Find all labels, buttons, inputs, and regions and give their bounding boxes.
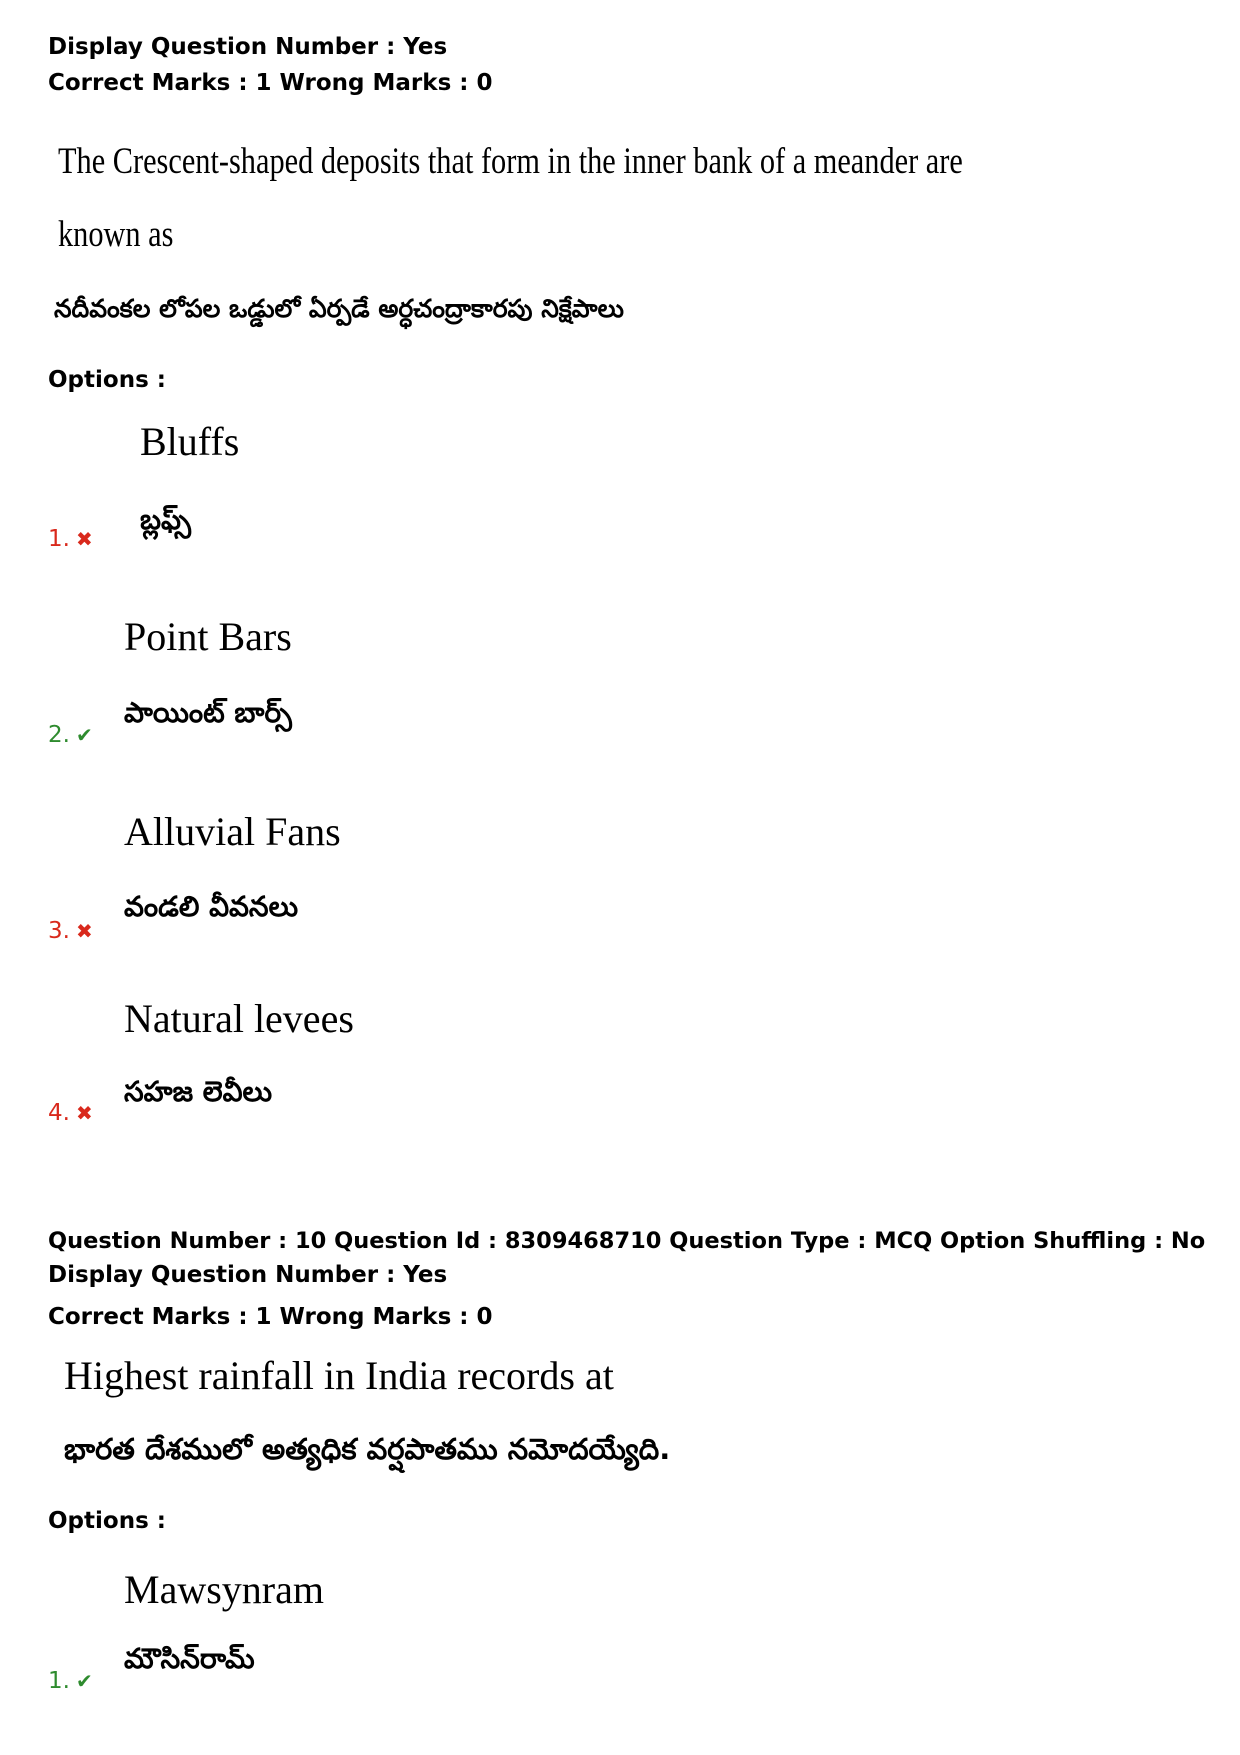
option-2-text-en: Point Bars <box>124 614 292 659</box>
options-label: Options : <box>48 1508 166 1534</box>
question-text-en: Highest rainfall in India records at <box>64 1353 614 1398</box>
option-3-text-en: Alluvial Fans <box>124 809 341 854</box>
options-label: Options : <box>48 367 166 393</box>
marks-info: Correct Marks : 1 Wrong Marks : 0 <box>48 1304 493 1330</box>
option-3-text-te: వండలి వీవనలు <box>124 890 299 923</box>
cross-icon: ✖ <box>75 919 93 943</box>
question-header: Question Number : 10 Question Id : 8309468710 Question Type : MCQ Option Shuffling : No <box>48 1228 1206 1254</box>
check-icon: ✔ <box>75 1669 93 1693</box>
display-question-number: Display Question Number : Yes <box>48 34 448 60</box>
option-1-text-te: మౌసిన్‌రామ్ <box>124 1642 255 1675</box>
option-2-text-te: పాయింట్ బార్స్ <box>124 696 292 729</box>
option-4-number: 4. ✖ <box>48 1100 93 1126</box>
question-text-te: భారత దేశములో అత్యధిక వర్షపాతము నమోదయ్యేది. <box>64 1432 671 1466</box>
cross-icon: ✖ <box>75 1101 93 1125</box>
question-text-en-line1: The Crescent-shaped deposits that form in the inner bank of a meander are <box>58 141 963 182</box>
check-icon: ✔ <box>75 723 93 747</box>
option-1-text-en: Bluffs <box>140 419 240 464</box>
option-2-number: 2. ✔ <box>48 722 93 748</box>
option-3-number: 3. ✖ <box>48 918 93 944</box>
option-1-number: 1. ✔ <box>48 1668 93 1694</box>
option-4-text-te: సహజ లెవీలు <box>124 1075 273 1108</box>
option-4-text-en: Natural levees <box>124 996 354 1041</box>
question-text-en-line2: known as <box>58 214 174 255</box>
option-1-number: 1. ✖ <box>48 526 93 552</box>
cross-icon: ✖ <box>75 527 93 551</box>
question-text-te: నదీవంకల లోపల ఒడ్డులో ఏర్పడే అర్ధచంద్రాకారపు నిక్షేపాలు <box>54 294 624 323</box>
option-1-text-te: బ్లఫ్స్ <box>140 503 192 536</box>
display-question-number: Display Question Number : Yes <box>48 1262 448 1288</box>
marks-info: Correct Marks : 1 Wrong Marks : 0 <box>48 70 493 96</box>
option-1-text-en: Mawsynram <box>124 1567 324 1612</box>
